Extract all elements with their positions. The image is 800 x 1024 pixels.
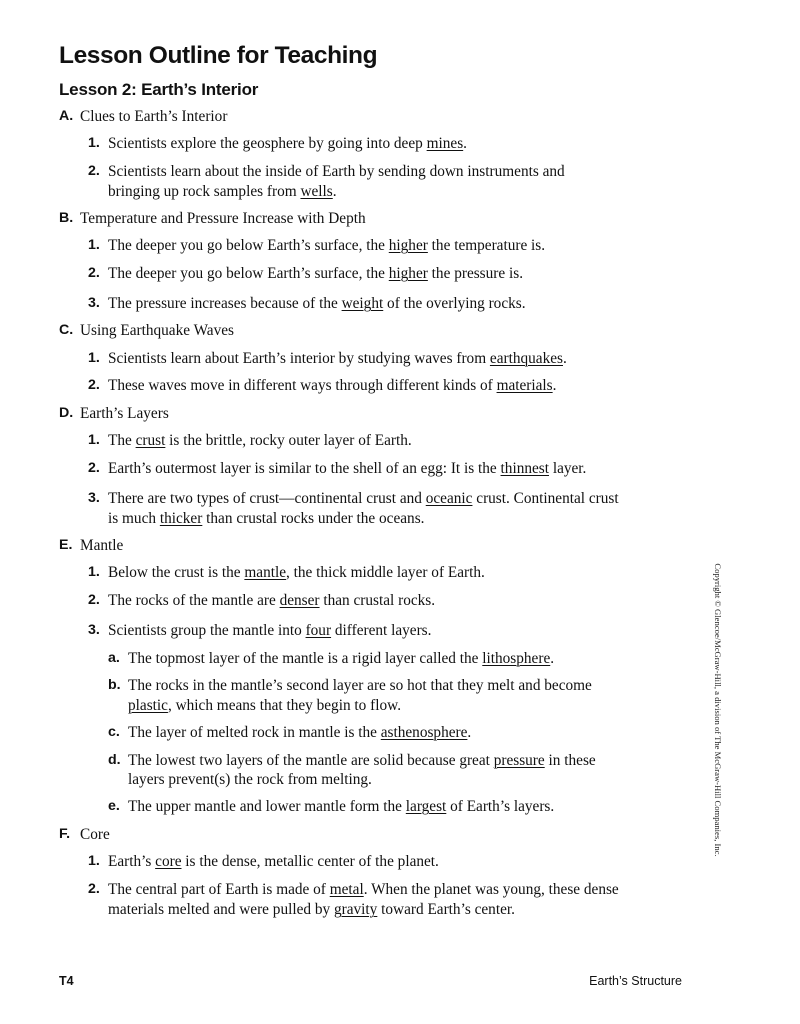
outline-item-line (108, 880, 619, 900)
section-label: E. (59, 537, 73, 553)
copyright-notice: Copyright © Glencoe/McGraw-Hill, a division of The McGraw-Hill Companies, Inc. (713, 563, 723, 857)
line-text: These waves move in different ways through different kinds of (108, 377, 497, 394)
answer-blank: crust (135, 432, 166, 449)
outline-item-line (108, 489, 619, 509)
line-text: The rocks in the mantle’s second layer are so hot that they melt and become (128, 677, 592, 694)
item-label: 2. (88, 592, 100, 608)
section-heading: Using Earthquake Waves (80, 322, 234, 339)
section-label: F. (59, 826, 71, 842)
line-text: The deeper you go below Earth’s surface, the (108, 265, 389, 282)
line-text: crust. Continental crust (472, 490, 619, 507)
item-label: 2. (88, 460, 100, 476)
outline-item-line (108, 459, 586, 479)
section-heading: Earth’s Layers (80, 405, 169, 422)
outline-subitem-line (128, 696, 401, 716)
item-label: 1. (88, 564, 100, 580)
answer-blank: mines (426, 135, 464, 152)
item-label: 2. (88, 881, 100, 897)
answer-blank: pressure (493, 752, 545, 769)
line-text: The central part of Earth is made of (108, 881, 330, 898)
answer-blank: plastic (128, 697, 168, 714)
section-label: C. (59, 322, 74, 338)
line-text: . (467, 724, 472, 741)
line-text: Scientists explore the geosphere by going into deep (108, 135, 427, 152)
answer-blank: core (155, 853, 182, 870)
outline-subitem-line (128, 723, 471, 743)
line-text: layer. (549, 460, 587, 477)
line-text: Scientists learn about Earth’s interior by studying waves from (108, 350, 490, 367)
item-label: 2. (88, 163, 100, 179)
section-heading: Mantle (80, 537, 124, 554)
line-text: the temperature is. (427, 237, 546, 254)
outline-item-line (108, 134, 467, 154)
line-text: layers prevent(s) the rock from melting. (128, 771, 372, 788)
line-text: The pressure increases because of the (108, 295, 342, 312)
outline-item-line (108, 852, 439, 872)
line-text: The rocks of the mantle are (108, 592, 280, 609)
lesson-subtitle: Lesson 2: Earth’s Interior (59, 80, 259, 99)
outline-subitem-line (128, 797, 554, 817)
line-text: . (562, 350, 567, 367)
outline-item-line (108, 563, 485, 583)
outline-subitem-line (128, 770, 372, 790)
line-text: is much (108, 510, 160, 527)
line-text: . (550, 650, 555, 667)
item-label: 1. (88, 135, 100, 151)
line-text: of the overlying rocks. (383, 295, 526, 312)
line-text: different layers. (331, 622, 432, 639)
section-label: A. (59, 108, 74, 124)
line-text: Scientists group the mantle into (108, 622, 306, 639)
item-label: 1. (88, 237, 100, 253)
line-text: . (552, 377, 557, 394)
item-label: 3. (88, 622, 100, 638)
outline-item-line (108, 294, 526, 314)
outline-item-line (108, 900, 515, 920)
answer-blank: mantle (244, 564, 287, 581)
line-text: There are two types of crust—continental crust and (108, 490, 426, 507)
answer-blank: lithosphere (482, 650, 551, 667)
item-label: 3. (88, 490, 100, 506)
subitem-label: e. (108, 798, 120, 814)
line-text: materials melted and were pulled by (108, 901, 334, 918)
section-heading: Clues to Earth’s Interior (80, 108, 228, 125)
line-text: . When the planet was young, these dense (363, 881, 619, 898)
answer-blank: largest (405, 798, 447, 815)
item-label: 1. (88, 432, 100, 448)
outline-item-line (108, 349, 567, 369)
item-label: 2. (88, 265, 100, 281)
outline-item-line (108, 621, 431, 641)
answer-blank: four (305, 622, 332, 639)
line-text: Below the crust is the (108, 564, 245, 581)
item-label: 1. (88, 853, 100, 869)
section-heading: Temperature and Pressure Increase with Depth (80, 210, 366, 227)
answer-blank: materials (496, 377, 553, 394)
line-text: The (108, 432, 136, 449)
footer-page-number: T4 (59, 974, 74, 988)
answer-blank: denser (279, 592, 320, 609)
item-label: 2. (88, 377, 100, 393)
footer-chapter-title: Earth’s Structure (589, 974, 682, 988)
answer-blank: oceanic (425, 490, 473, 507)
subitem-label: d. (108, 752, 121, 768)
outline-item-line (108, 509, 424, 529)
outline-subitem-line (128, 676, 592, 696)
answer-blank: metal (329, 881, 364, 898)
section-label: D. (59, 405, 74, 421)
line-text: than crustal rocks under the oceans. (202, 510, 425, 527)
line-text: The topmost layer of the mantle is a rigid layer called the (128, 650, 483, 667)
outline-subitem-line (128, 649, 554, 669)
line-text: is the brittle, rocky outer layer of Earth. (165, 432, 412, 449)
answer-blank: thinnest (500, 460, 549, 477)
line-text: . (463, 135, 467, 152)
line-text: bringing up rock samples from (108, 183, 301, 200)
line-text: The lowest two layers of the mantle are solid because great (128, 752, 494, 769)
answer-blank: wells (300, 183, 333, 200)
answer-blank: asthenosphere (380, 724, 468, 741)
line-text: The upper mantle and lower mantle form the (128, 798, 406, 815)
answer-blank: thicker (159, 510, 203, 527)
answer-blank: higher (388, 237, 428, 254)
subitem-label: a. (108, 650, 120, 666)
line-text: than crustal rocks. (319, 592, 436, 609)
outline-item-line (108, 376, 556, 396)
line-text: of Earth’s layers. (446, 798, 555, 815)
line-text: Earth’s (108, 853, 156, 870)
subitem-label: c. (108, 724, 120, 740)
page-title: Lesson Outline for Teaching (59, 42, 378, 69)
line-text: The layer of melted rock in mantle is the (128, 724, 381, 741)
outline-item-line (108, 591, 435, 611)
outline-item-line (108, 264, 523, 284)
line-text: , the thick middle layer of Earth. (286, 564, 485, 581)
outline-item-line (108, 431, 412, 451)
line-text: the pressure is. (427, 265, 524, 282)
line-text: The deeper you go below Earth’s surface, the (108, 237, 389, 254)
answer-blank: weight (341, 295, 384, 312)
line-text: Scientists learn about the inside of Earth by sending down instruments and (108, 163, 565, 180)
outline-item-line (108, 236, 545, 256)
answer-blank: higher (388, 265, 428, 282)
section-label: B. (59, 210, 74, 226)
line-text: , which means that they begin to flow. (167, 697, 402, 714)
answer-blank: gravity (333, 901, 378, 918)
line-text: . (332, 183, 337, 200)
outline-item-line (108, 182, 337, 202)
item-label: 3. (88, 295, 100, 311)
answer-blank: earthquakes (489, 350, 563, 367)
line-text: Earth’s outermost layer is similar to the shell of an egg: It is the (108, 460, 501, 477)
line-text: in these (544, 752, 596, 769)
section-heading: Core (80, 826, 110, 843)
outline-subitem-line (128, 751, 596, 771)
subitem-label: b. (108, 677, 121, 693)
line-text: is the dense, metallic center of the planet. (181, 853, 439, 870)
item-label: 1. (88, 350, 100, 366)
outline-item-line (108, 162, 565, 182)
line-text: toward Earth’s center. (377, 901, 515, 918)
